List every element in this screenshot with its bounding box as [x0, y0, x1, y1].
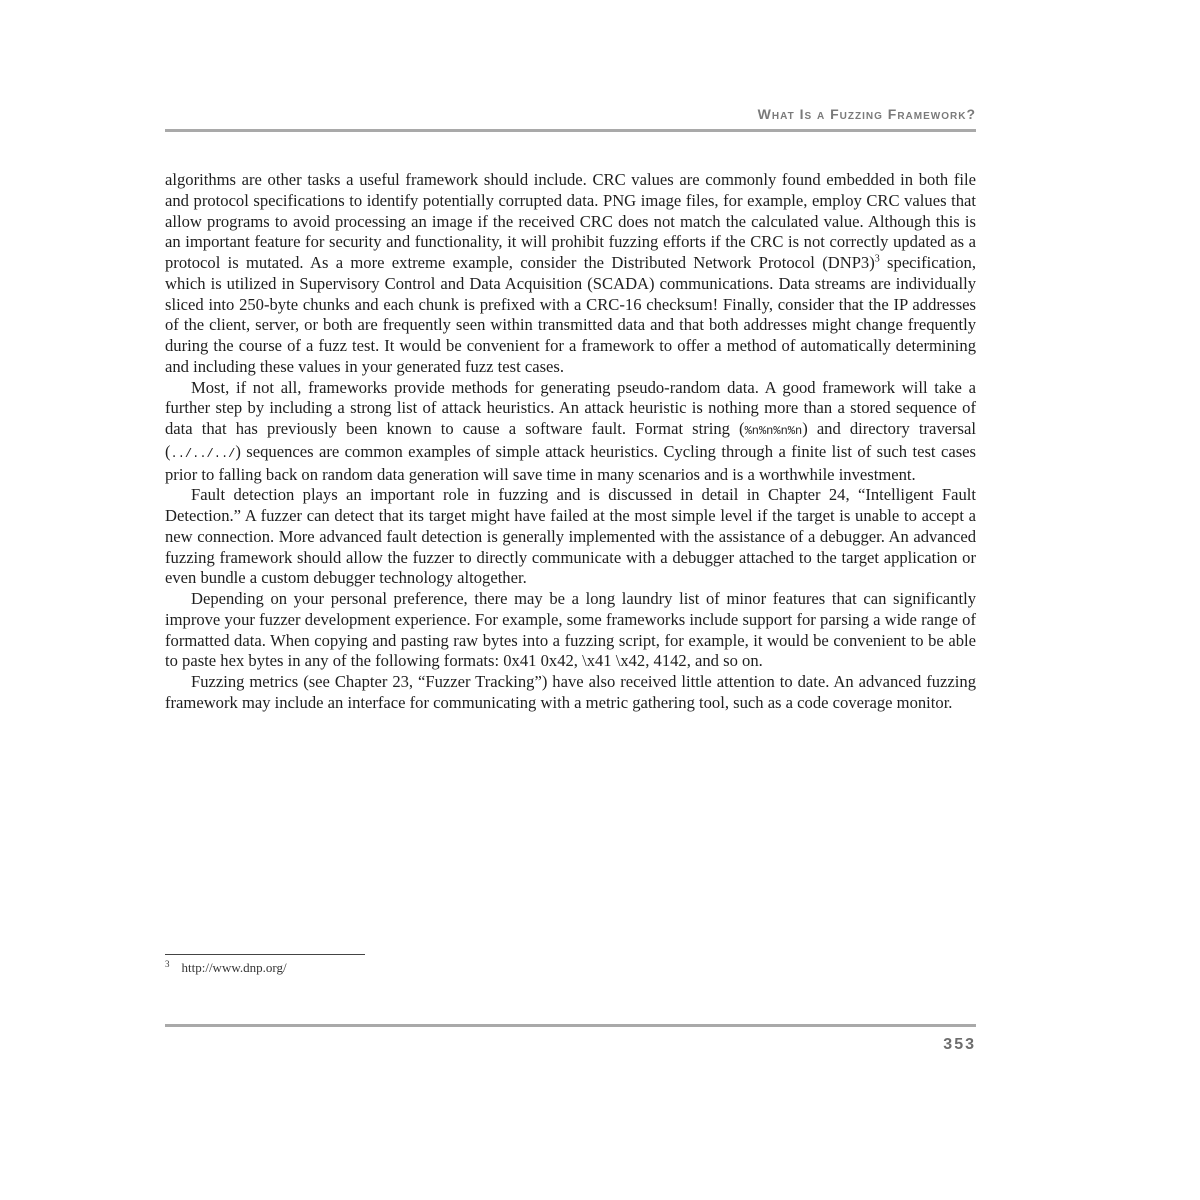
directory-traversal-code: ../../../	[170, 446, 236, 461]
body-text	[165, 170, 976, 714]
running-head: What Is a Fuzzing Framework?	[757, 106, 976, 122]
paragraph-3: Fault detection plays an important role in fuzzing and is discussed in detail in Chapter 24, “Intelligent Fault Detection.” A fuzzer can detect that its target might have failed at the most simple level if the target is unable to accept a new connection. More advanced fault detection is generally implemented with the assistance of a debugger. An advanced fuzzing framework should allow the fuzzer to directly communicate with a debugger attached to the target application or even bundle a custom debugger technology altogether.	[165, 485, 976, 588]
header-rule	[165, 129, 976, 132]
paragraph-1-text-b: specification, which is utilized in Supervisory Control and Data Acquisition (SCADA) communications. Data streams are individually sliced into 250-byte chunks and each chunk is prefixed with a CRC-16 checksum! Finally, consider that the IP addresses of the client, server, or both are frequently seen within transmitted data and that both addresses might change frequently during the course of a fuzz test. It would be convenient for a framework to offer a method of automatically determining and including these values in your generated fuzz test cases.	[165, 253, 976, 376]
paragraph-5: Fuzzing metrics (see Chapter 23, “Fuzzer Tracking”) have also received little attention to date. An advanced fuzzing framework may include an interface for communicating with a metric gathering tool, such as a code coverage monitor.	[165, 672, 976, 712]
paragraph-2-text-b: ) and directory traversal (	[165, 419, 976, 461]
footnote-number: 3	[165, 958, 170, 969]
paragraph-2	[165, 378, 976, 486]
paragraph-2-text-a: Most, if not all, frameworks provide methods for generating pseudo-random data. A good framework will take a further step by including a strong list of attack heuristics. An attack heuristic is nothing more than a stored sequence of data that has previously been known to cause a software fault. Format string (	[165, 377, 976, 438]
footnote	[165, 960, 287, 976]
footnote-rule	[165, 954, 365, 955]
paragraph-4: Depending on your personal preference, there may be a long laundry list of minor features that can significantly improve your fuzzer development experience. For example, some frameworks include support for parsing a wide range of formatted data. When copying and pasting raw bytes into a fuzzing script, for example, it would be convenient to be able to paste hex bytes in any of the following formats: 0x41 0x42, \x41 \x42, 4142, and so on.	[165, 589, 976, 671]
page-number: 353	[943, 1036, 976, 1053]
paragraph-1-text-a: algorithms are other tasks a useful framework should include. CRC values are commonly found embedded in both file and protocol specifications to identify potentially corrupted data. PNG image files, for example, employ CRC values that allow programs to avoid processing an image if the received CRC does not match the calculated value. Although this is an important feature for security and functionality, it will prohibit fuzzing efforts if the CRC is not correctly updated as a protocol is mutated. As a more extreme example, consider the Distributed Network Protocol (DNP3)	[165, 170, 976, 272]
format-string-code: %n%n%n%n	[744, 424, 803, 438]
footnote-link[interactable]: http://www.dnp.org/	[181, 960, 287, 975]
paragraph-2-text-c: ) sequences are common examples of simple attack heuristics. Cycling through a finite list of such test cases prior to falling back on random data generation will save time in many scenarios and is a worthwhile investment.	[165, 441, 976, 484]
paragraph-1	[165, 170, 976, 378]
footnote-reference: 3	[874, 253, 880, 265]
footer-rule	[165, 1024, 976, 1027]
